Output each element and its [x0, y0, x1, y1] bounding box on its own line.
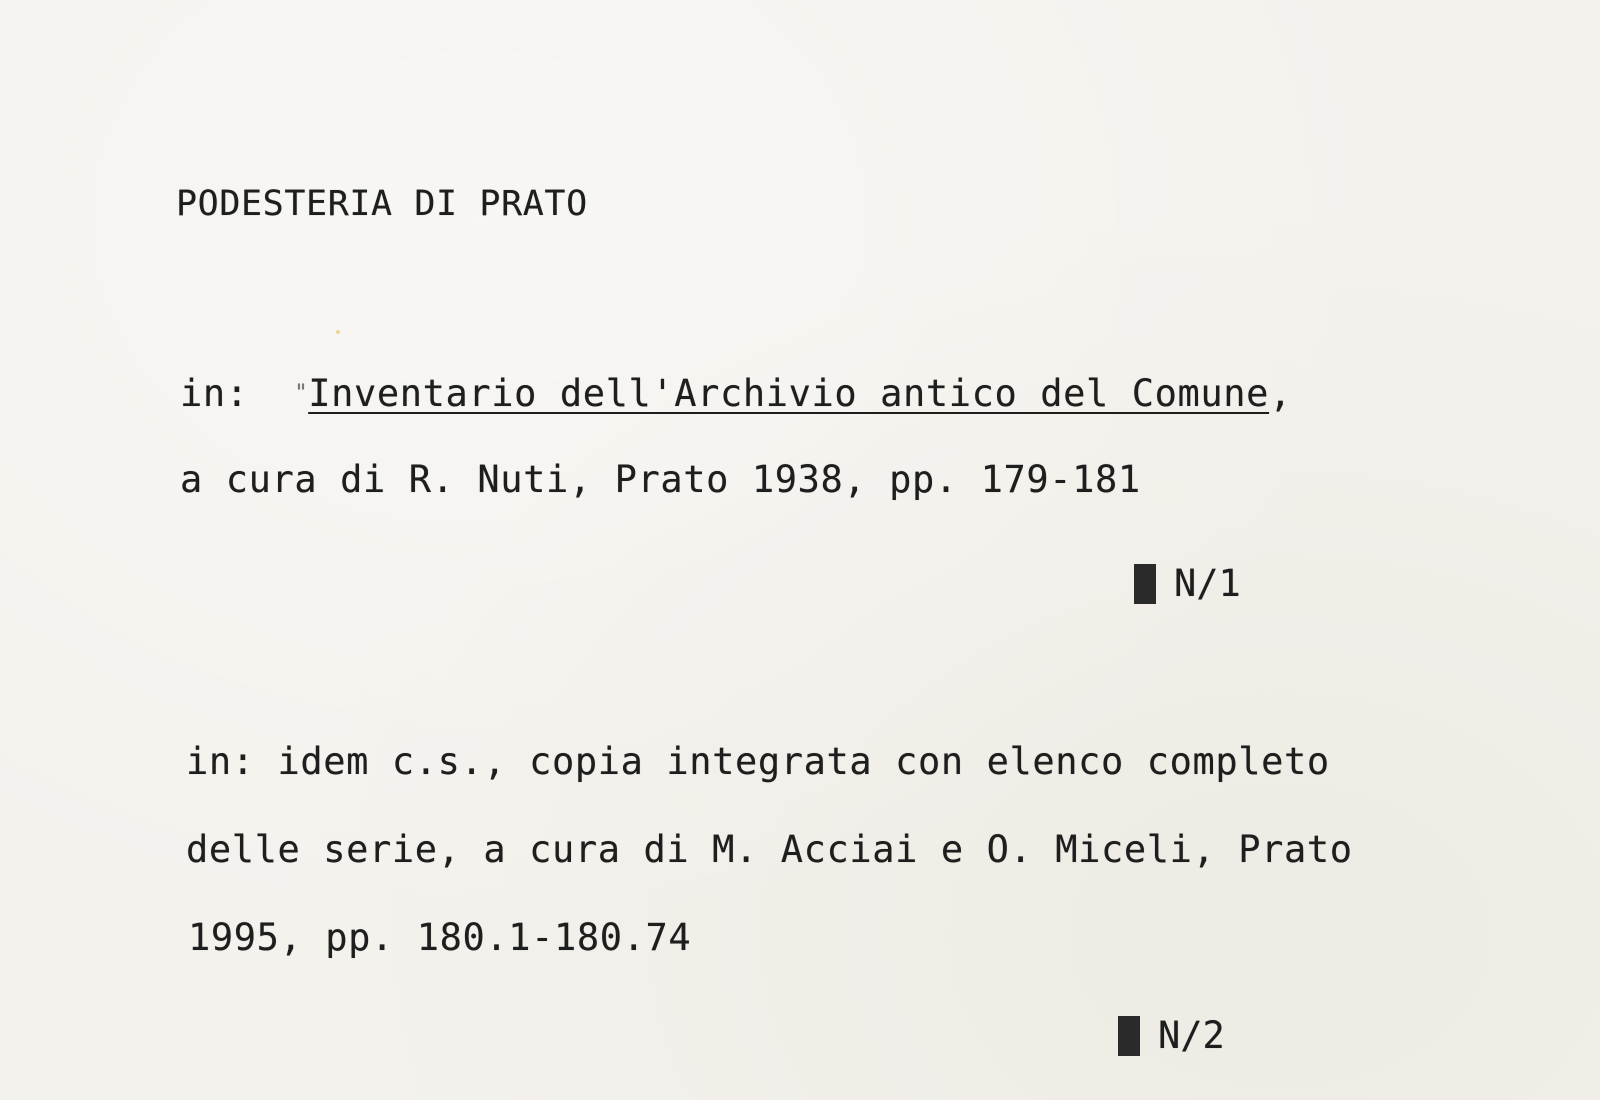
entry1-code-label: N/1: [1174, 562, 1241, 605]
entry1-code: [1134, 562, 1241, 606]
entry2-code: [1118, 1014, 1225, 1058]
entry1-title: Inventario dell'Archivio antico del Comune: [308, 372, 1270, 415]
entry1-line1: [180, 372, 1292, 416]
marker-block-icon: [1134, 564, 1156, 604]
entry1-line2: a cura di R. Nuti, Prato 1938, pp. 179-181: [180, 458, 1141, 501]
marker-block-icon: [1118, 1016, 1140, 1056]
document-heading: PODESTERIA DI PRATO: [176, 184, 588, 224]
entry2-line2: delle serie, a cura di M. Acciai e O. Miceli, Prato: [186, 828, 1353, 871]
entry2-line1: in: idem c.s., copia integrata con elenco completo: [186, 740, 1330, 783]
entry2-code-label: N/2: [1158, 1014, 1225, 1057]
paper-speck: [336, 330, 340, 334]
entry1-quote-mark: ": [294, 381, 309, 406]
entry1-prefix: in:: [180, 372, 249, 415]
entry1-title-trailing: ,: [1269, 372, 1292, 415]
entry2-line3: 1995, pp. 180.1-180.74: [188, 916, 692, 959]
